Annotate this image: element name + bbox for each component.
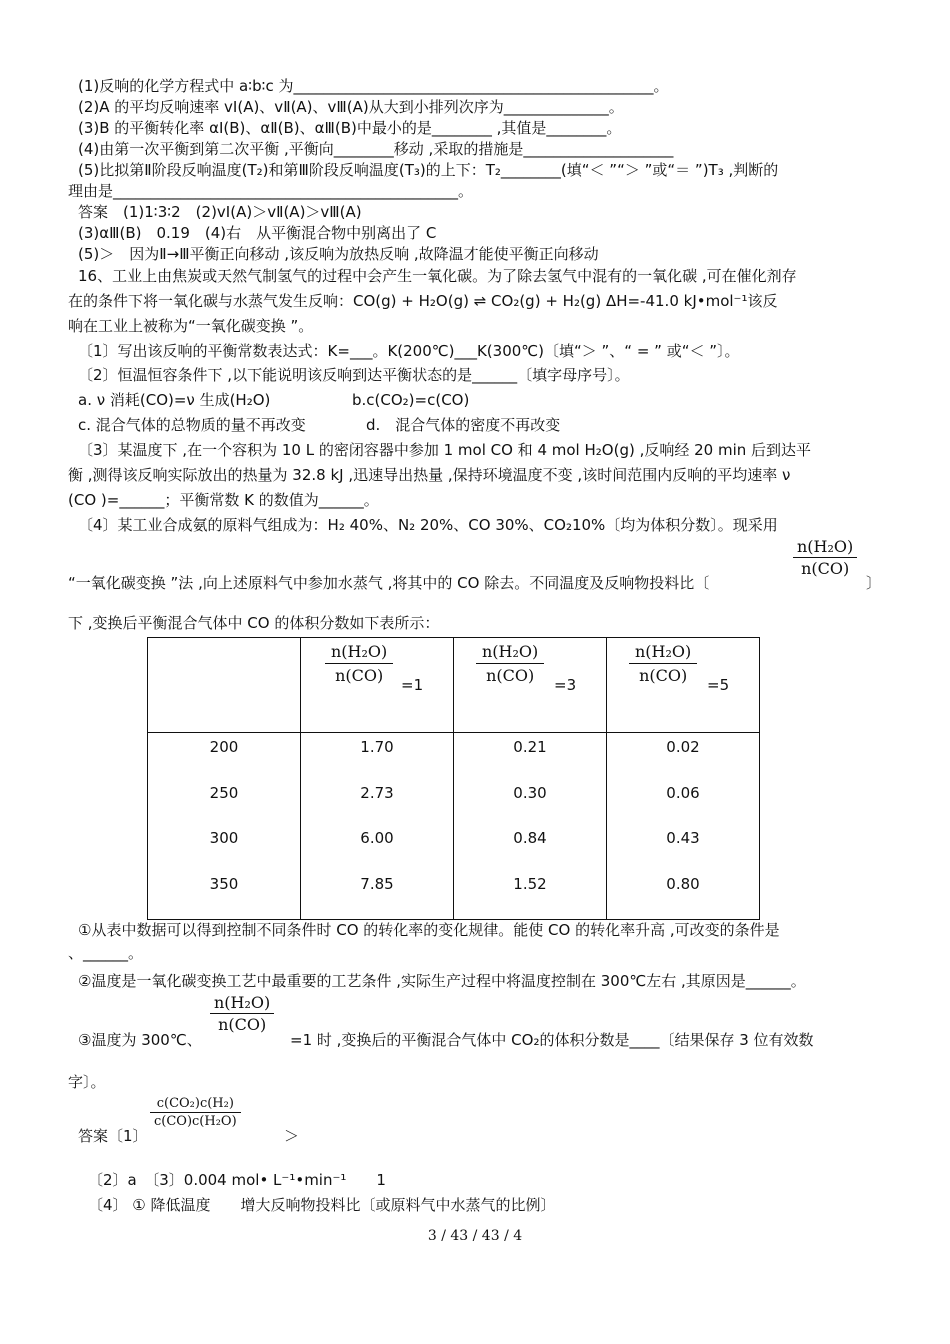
sub-question-3-end: 字〕。 [68,1073,106,1091]
ratio-5-column [607,733,760,920]
ratio-1-column [301,733,454,920]
table-cell: 1.70 [360,738,394,756]
table-cell: 0.06 [666,783,700,802]
question-3: (3)B 的平衡转化率 αⅠ(B)、αⅡ(B)、αⅢ(B)中最小的是________ ,其值是________。 [78,119,622,137]
problem-16-intro-1: 16、工业上由焦炭或天然气制氢气的过程中会产生一氧化碳。为了除去氢气中混有的一氧化碳 ,可在催化剂存 [78,267,797,285]
header-ratio-1: n(H₂O) n(CO) =1 [301,638,454,733]
table-cell: 200 [209,738,239,756]
fraction-denominator: n(CO) [801,559,850,578]
sub-question-1-line-2: 、______。 [68,944,144,962]
sub-question-2: ②温度是一氧化碳变换工艺中最重要的工艺条件 ,实际生产过程中将温度控制在 300℃左右 ,其原因是______。 [78,972,806,990]
k-numerator: c(CO₂)c(H₂) [156,1096,234,1111]
table-cell: 7.85 [360,874,394,893]
option-a: a. ν 消耗(CO)=ν 生成(H₂O) [78,391,271,409]
table-cell: 2.73 [360,783,394,802]
option-d: d. 混合气体的密度不再改变 [366,416,561,434]
header-ratio-5: n(H₂O) n(CO) =5 [607,638,760,733]
answer-16-comparison: ＞ [284,1127,300,1145]
ratio-3-column [454,733,607,920]
table-cell: 250 [209,783,239,802]
temperature-column [148,733,301,920]
question-2: (2)A 的平均反响速率 vⅠ(A)、vⅡ(A)、vⅢ(A)从大到小排列次序为______________。 [78,98,624,116]
co-volume-fraction-table [147,637,760,920]
part-3-line-2: 衡 ,测得该反响实际放出的热量为 32.8 kJ ,迅速导出热量 ,保持环境温度不变 ,该时间范围内反响的平均速率 ν [68,466,791,484]
question-1: (1)反响的化学方程式中 a∶b∶c 为________________________________________________。 [78,77,669,95]
table-cell: 0.30 [513,783,547,802]
part-3-line-3: (CO )=______；平衡常数 K 的数值为______。 [68,491,379,509]
table-cell: 0.43 [666,829,700,847]
table-cell: 300 [209,829,239,847]
part-3-line-1: 〔3〕某温度下 ,在一个容积为 10 L 的密闭容器中参加 1 mol CO 和 4 mol H₂O(g) ,反响经 20 min 后到达平 [78,441,812,459]
answer-16-label: 答案〔1〕 [78,1127,148,1145]
k-denominator: c(CO)c(H₂O) [154,1114,237,1129]
question-4: (4)由第一次平衡到第二次平衡 ,平衡向________移动 ,采取的措施是____________________ [78,140,674,158]
option-c: c. 混合气体的总物质的量不再改变 [78,416,306,434]
part-1: 〔1〕写出该反响的平衡常数表达式：K=___。K(200℃)___K(300℃)〔填“＞ ”、“ = ” 或“＜ ”〕。 [78,342,740,360]
part-4-line-1: 〔4〕某工业合成氨的原料气组成为：H₂ 40%、N₂ 20%、CO 30%、CO₂10%〔均为体积分数〕。现采用 [78,516,778,534]
sub-question-3-rest: =1 时 ,变换后的平衡混合气体中 CO₂的体积分数是____〔结果保存 3 位有效数 [290,1031,814,1049]
question-5-line-2: 理由是______________________________________________。 [68,182,474,200]
part-4-line-2-end: 〕 [866,574,882,592]
table-cell: 0.84 [513,829,547,847]
header-empty-cell [148,638,301,733]
table-cell: 350 [209,874,239,893]
header-ratio-3: n(H₂O) n(CO) =3 [454,638,607,733]
table-cell: 6.00 [360,829,394,847]
problem-16-intro-3: 响在工业上被称为“一氧化碳变换 ”。 [68,317,314,335]
table-cell: 0.80 [666,874,700,893]
sub-question-3-prefix: ③温度为 300℃、 [78,1031,202,1049]
answer-15-line-2: (3)αⅢ(B) 0.19 (4)右 从平衡混合物中别离出了 C [78,224,437,242]
answer-15-line-1: 答案 (1)1∶3∶2 (2)vⅠ(A)＞vⅡ(A)＞vⅢ(A) [78,203,362,221]
ratio-fraction-inline: n(H₂O) n(CO) [210,993,274,1034]
part-4-line-3: 下 ,变换后平衡混合气体中 CO 的体积分数如下表所示： [68,614,440,632]
answer-15-line-3: (5)＞ 因为Ⅱ→Ⅲ平衡正向移动 ,该反响为放热反响 ,故降温才能使平衡正向移动 [78,245,599,263]
answer-16-line-2: 〔2〕a 〔3〕0.004 mol• L⁻¹•min⁻¹ 1 [88,1171,386,1189]
table-cell: 0.02 [666,738,700,756]
ratio-fraction [793,537,857,578]
sub-question-1-line-1: ①从表中数据可以得到控制不同条件时 CO 的转化率的变化规律。能使 CO 的转化率升高 ,可改变的条件是 [78,921,780,939]
question-5-line-1: (5)比拟第Ⅱ阶段反响温度(T₂)和第Ⅲ阶段反响温度(T₃)的上下：T₂________(填“＜ ”“＞ ”或“＝ ”)T₃ ,判断的 [78,161,779,179]
table-cell: 0.21 [513,738,547,756]
problem-16-intro-2: 在的条件下将一氧化碳与水蒸气发生反响：CO(g) + H₂O(g) ⇌ CO₂(g) + H₂(g) ΔH=-41.0 kJ•mol⁻¹该反 [68,292,778,310]
option-b: b.c(CO₂)=c(CO) [352,391,470,409]
answer-16-line-4: 〔4〕 ① 降低温度 增大反响物投料比〔或原料气中水蒸气的比例〕 [88,1196,556,1214]
fraction-numerator: n(H₂O) [797,537,854,556]
equilibrium-constant-fraction [150,1096,241,1129]
part-2: 〔2〕恒温恒容条件下 ,以下能说明该反响到达平衡状态的是______〔填字母序号〕。 [78,366,630,384]
table-cell: 1.52 [513,874,547,893]
part-4-line-2: “一氧化碳变换 ”法 ,向上述原料气中参加水蒸气 ,将其中的 CO 除去。不同温度及反响物投料比〔 [68,574,710,592]
page-number-footer: 3 / 43 / 43 / 4 [427,1228,523,1244]
